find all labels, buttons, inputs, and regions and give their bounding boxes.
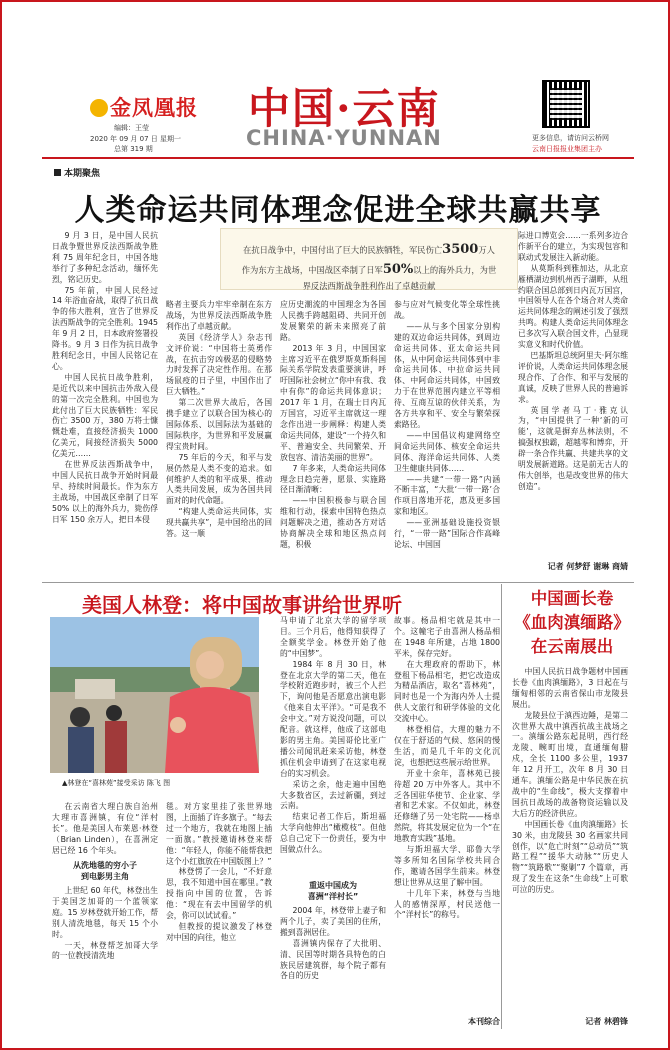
story2-headline: 美国人林登：将中国故事讲给世界听 [82,593,402,617]
photo-caption: ▲林登在“喜林苑”接受采访 陈飞 图 [62,779,171,787]
column-divider [501,584,502,1029]
story3-column: 中国人民抗日战争题材中国画长卷《血肉滇缅路》，3 日起在与缅甸相邻的云南省保山市龙陵县展出。 龙陵县位于滇西边陲，是第二次世界大战中滇西抗战主战场之一。滇缅公路东起昆明，西行经龙陵、畹町出境，直通缅甸腊戍，全长 1100 多公里，1937 年 12 月开工，次年 8 月 30 日通车。滇缅公路是中华民族在抗战中的“生命线”，极大支撑着中国抗日战场的战备物资运输以及大后方的经济供应。 中国画长卷《血肉滇缅路》长 30 米，由龙陵县 30 名画家共同创作，以“危亡时刻”“总动员”“筑路工程”“援华大动脉”“历史人物”“筑路歌”“聚剿”7 个篇章，再现了发生在这条“生命线”上可歌可泣的历史。 [512,667,628,895]
publisher-note: 云南日报报业集团主办 [532,145,602,153]
qr-note: 更多信息，请访问云桥网 [532,134,609,142]
story2-column-3: 马申请了北京大学的留学项目。三个月后，他得知获得了全额奖学金。林登开始了他的“中国梦”。 1984 年 8 月 30 日，林登在北京大学的第二天，他在学校附近跑步时，被三个人拦下，询问他是否愿意出演电影《他来自太平洋》。“可是我不会中文。”对方说没问题，可以配音。就这样，他成了这部电影的男主角。美国哥伦比亚广播公司闻讯赶来采访他，林登抓住机会申请到了在这家电视台的实习机会。 采访之余，他走遍中国绝大多数省区，去过新疆，到过云南。 结束记者工作后，斯坦福大学向他伸出“橄榄枝”。但他总自己定下一份责任，要为中国做点什么。 [280,616,386,855]
lead-byline: 记者 何梦舒 谢琳 商婧 [547,562,628,571]
lead-column-3: 应历史潮流的中国理念为各国人民携手跨越阻碍、共同开创发展繁荣的新未来照亮了前路。 2013 年 3 月，中国国家主席习近平在俄罗斯莫斯科国际关系学院发表重要演讲，呼吁国际社会树立“你中有我、我中有你”的命运共同体意识；2017 年 1 月，在瑞士日内瓦万国宫，习近平主席就这一理念作出进一步阐释：构建人类命运共同体，建设“一个持久和平、普遍安全、共同繁荣、开放包容、清洁美丽的世界”。 7 年多来，人类命运共同体理念日趋完善，愿景、实施路径日渐清晰： ——中国积极参与联合国维和行动，探索中国特色热点问题解决之道，推动各方对话协商解决全球和地区热点问题，积极 [280,300,386,549]
phoenix-logo-icon [90,99,108,117]
lead-headline: 人类命运共同体理念促进全球共赢共享 [74,193,602,228]
story2-column-1: 在云南省大理白族自治州大理市喜洲镇，有位“洋村长”。他是美国人布莱恩·林登（Brian Linden），在喜洲定居已经 16 个年头。 [52,802,158,855]
story2-column-2: 毯。对方家里挂了张世界地图，上面插了许多旗子。“每去过一个地方，我就在地图上插一面旗。”教授邀请林登来帮他：“年轻人，你能不能帮我把这个小红旗放在中国版图上？” 林登愣了一会儿，“不好意思，我不知道中国在哪里。”教授指向中国的位置，告诉他：“现在有去中国留学的机会，你可以试试看。” 但教授的提议激发了林登对中国的向往，他立 [166,802,272,942]
issue-date: 2020 年 09 月 07 日 星期一 [90,135,181,143]
qr-code-icon [542,80,590,128]
story3-headline: 中国画长卷 《血肉滇缅路》 在云南展出 [514,589,630,656]
photo-illustration [50,617,259,773]
story2-column-4: 故事。杨品相宅就是其中一个。这幢宅子由喜洲人杨品相在 1948 年所建，占地 1800 平米，保存完好。 在大理政府的帮助下，林登租下杨品相宅，把它改造成为精品酒店，取名“喜林苑”，同时也是一个为海内外人士提供人文旅行和研学体验的文化交流中心。 林登相信，大理的魅力不仅在于舒适的气候、悠闲的慢生活，而是几千年的文化沉淀，也想把这些展示给世界。 开业十余年，喜林苑已接待超 20 万中外客人。其中不乏各国驻华使节、企业家、学者和艺术家。不仅如此，林登还修缮了另一处宅院——杨卓然院，将其发展定位为一个“在地教育实践”基地。 与斯坦福大学、耶鲁大学等多所知名国际学校共同合作，邀请各国学生前来。林登想让世界从这里了解中国。 十几年下来，林登与当地人的感情深厚，村民送他一个“洋村长”的称号。 [394,616,500,920]
interview-photo [50,617,259,773]
masthead-title-en: CHINA·YUNNAN [246,126,442,150]
quote-box: 在抗日战争中，中国付出了巨大的民族牺牲，军民伤亡3500万人 作为东方主战场，中国战区牵制了日军50%以上的海外兵力，为世 界反法西斯战争胜利作出了卓越贡献 [220,228,518,290]
story2-column-1b: 上世纪 60 年代，林登出生于美国芝加哥的一个蓝领家庭。15 岁林登就开始工作，帮别人清洗地毯，每天 15 个小时。 一天，林登帮芝加哥大学的一位教授清洗地 [52,886,158,961]
story2-subhead-1: 从洗地毯的穷小子 到电影男主角 [73,861,137,881]
story2-subhead-2: 重返中国成为 喜洲“洋村长” [307,881,359,901]
story2-column-3b: 2004 年，林登带上妻子和两个儿子，卖了美国的住所，搬到喜洲居住。 喜洲镇内保存了大批明、清、民国等时期各具特色的白族民居建筑群，每个院子都有各自的历史 [280,906,386,981]
lead-column-4: 参与应对气候变化等全球性挑战。 ——从与多个国家分别构建的双边命运共同体，到周边命运共同体、亚太命运共同体，从中阿命运共同体到中非命运共同体、中拉命运共同体、中阿命运共同体，中国致力于在世界范围内建立平等相待、互商互谅的伙伴关系，为各方共享和平、安全与繁荣探索路径。 ——中国倡议构建网络空间命运共同体、核安全命运共同体、海洋命运共同体、人类卫生健康共同体…… ——共建“一带一路”内涵不断丰富，“大批‘一带一路’合作项目落地开花，惠及更多国家和地区。 ——亚洲基础设施投资银行，“一带一路”国际合作高峰论坛、中国国 [394,300,500,549]
editor-line: 编辑：王莹 [114,124,149,132]
story3-byline: 记者 林碧锋 [585,1017,628,1026]
lead-column-1: 9 月 3 日，是中国人民抗日战争暨世界反法西斯战争胜利 75 周年纪念日，中国各地举行了多种纪念活动，缅怀先烈，铭记历史。 75 年前，中国人民经过 14 年浴血奋战，取得了抗日战争的伟大胜利，宣告了世界反法西斯战争的完全胜利。1945 年 9 月 2 日，日本政府签署投降书。9 月 3 日作为抗日战争胜利纪念日，中国人民铭记在心。 中国人民抗日战争胜利，是近代以来中国抗击外敌入侵的第一次完全胜利。中国也为此付出了巨大民族牺牲：军民伤亡 3500 万，380 万将士慷慨赴难，直接经济损失 1000 亿美元，间接经济损失 5000 亿美元…… 在世界反法西斯战争中，中国人民抗日战争开始时间最早、持续时间最长。作为东方主战场，中国战区牵制了日军 50% 以上的海外兵力，毙伤俘日军 150 余万人，把日本侵 [52,231,158,524]
newspaper-logo [90,92,198,122]
masthead-rule [42,157,634,159]
logo-text: 金凤凰报 [110,95,198,120]
section-label: 本期聚焦 [54,166,100,179]
lead-column-5: 际进口博览会……一系列多边合作新平台的建立，为实现包容和联动式发展注入新动能。 从莫斯科到雅加达，从北京雁栖湖边到机州西子湖畔，从纽约联合国总部到日内瓦万国宫，中国领导人在各个场合对人类命运共同体理念的阐述引发了强烈共鸣。构建人类命运共同体理念已多次写入联合国文件，凸显现实意义和时代价值。 巴基斯坦总统阿里夫·阿尔维评价说，人类命运共同体理念展现合作、了合作、和平与发展的真诚，反映了世界人民的普遍诉求。 英国学者马丁·雅克认为，“中国提供了一种‘新的可能’，这就是摒弃丛林法则，不搞强权独霸，超越零和博弈，开辟一条合作共赢、共建共享的文明发展新道路。这是前无古人的伟大创举，也是改变世界的伟大创造”。 [518,231,628,491]
story2-byline: 本刊综合 [468,1017,500,1026]
issue-number: 总第 319 期 [114,145,153,153]
lead-column-2: 略者主要兵力牢牢牵制在东方战场，为世界反法西斯战争胜利作出了卓越贡献。 英国《经济学人》杂志刊文评价说：“中国将士英勇作战，在抗击穷凶极恶的侵略势力时发挥了决定性作用。在那场鼠疫的日子里，中国作出了巨大牺牲。” 第二次世界大战后，各国携手建立了以联合国为核心的国际体系、以国际法为基础的国际秩序，为世界和平发展赢得宝贵时间。 75 年后的今天，和平与发展仍然是人类不变的追求。如何维护人类的和平成果、推动人类共同发展，成为各国共同面对的时代命题。 “构建人类命运共同体，实现共赢共享”，是中国给出的回答。这一顺 [166,300,272,539]
masthead-title-cn: 中国·云南 [248,84,441,133]
section-divider [42,582,634,583]
